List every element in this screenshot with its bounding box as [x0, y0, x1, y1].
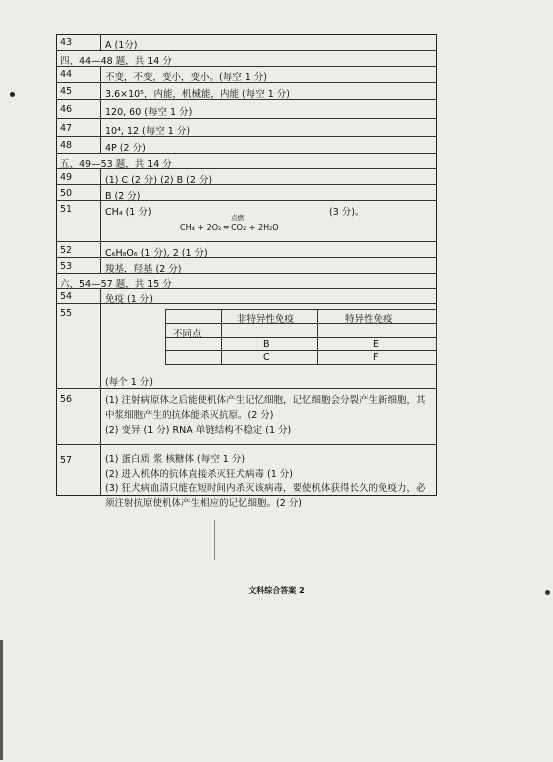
section-header-6 — [57, 274, 436, 289]
answer-row-56 — [57, 389, 436, 445]
answer-f: F — [373, 352, 379, 363]
answer-text: 120, 60 (每空 1 分) — [105, 107, 193, 118]
chemical-equation: CH₄ + 2O₂ ═ CO₂ + 2H₂O — [180, 223, 279, 232]
answer-text: 3.6×10⁵，内能，机械能，内能 (每空 1 分) — [105, 89, 290, 100]
answer-row-51 — [57, 201, 436, 242]
page-footer: 文科综合答案 2 — [248, 586, 305, 595]
answer-text: 4P (2 分) — [105, 143, 146, 154]
answer-c: C — [263, 352, 270, 363]
section-title: 五、49—53 题，共 14 分 — [60, 159, 172, 170]
answer-row-45 — [57, 83, 436, 100]
answer-text: A (1分) — [105, 40, 138, 51]
answer-row-47 — [57, 119, 436, 137]
question-number: 55 — [60, 308, 73, 319]
answer-row-46 — [57, 100, 436, 119]
question-number: 54 — [60, 291, 73, 302]
answer-row-49 — [57, 169, 436, 185]
answer-text: CH₄ (1 分) — [105, 207, 152, 218]
answer-text: 羧基，羟基 (2 分) — [105, 264, 182, 275]
answer-line: (2) 变异 (1 分) RNA 单链结构不稳定 (1 分) — [105, 425, 292, 436]
question-number: 48 — [60, 140, 73, 151]
scan-speck — [10, 92, 15, 97]
answer-text: B (2 分) — [105, 191, 141, 202]
answer-row-43 — [57, 35, 436, 51]
question-number: 49 — [60, 172, 73, 183]
score-text: (3 分)。 — [329, 207, 365, 218]
answer-row-53 — [57, 258, 436, 274]
section-header-4 — [57, 51, 436, 67]
answer-row-50 — [57, 185, 436, 201]
answer-row-57 — [57, 445, 436, 509]
answer-e: E — [373, 339, 380, 350]
question-number: 44 — [60, 69, 73, 80]
column-header-specific: 特异性免疫 — [345, 314, 393, 325]
answer-text: 不变，不变，变小，变小。(每空 1 分) — [105, 72, 267, 83]
section-title: 六、54—57 题，共 15 分 — [60, 279, 172, 290]
answer-line: (1) 蛋白质 浆 核糖体 (每空 1 分) — [105, 454, 246, 465]
answer-row-48 — [57, 137, 436, 154]
section-title: 四、44—48 题，共 14 分 — [60, 56, 172, 67]
answer-row-44 — [57, 67, 436, 83]
question-number: 51 — [60, 204, 73, 215]
reaction-condition: 点燃 — [231, 214, 244, 222]
answer-text: (1) C (2 分) (2) B (2 分) — [105, 175, 213, 186]
question-number: 45 — [60, 86, 73, 97]
question-number: 43 — [60, 37, 73, 48]
answer-text: C₆H₈O₆ (1 分), 2 (1 分) — [105, 248, 208, 259]
answer-table — [56, 34, 437, 509]
answer-line: (1) 注射病原体之后能使机体产生记忆细胞，记忆细胞会分裂产生新细胞，其 — [105, 395, 426, 406]
immunity-table — [165, 309, 437, 364]
question-number: 52 — [60, 245, 73, 256]
answer-line: (3) 狂犬病血清只能在短时间内杀灭该病毒，要使机体获得长久的免疫力，必 — [105, 483, 426, 494]
column-header-nonspecific: 非特异性免疫 — [237, 314, 295, 325]
answer-row-54 — [57, 289, 436, 304]
answer-text: 免疫 (1 分) — [105, 294, 153, 305]
scan-line — [214, 520, 215, 560]
question-number: 57 — [60, 455, 73, 466]
row-label: 不同点 — [173, 329, 202, 340]
question-number: 50 — [60, 188, 73, 199]
answer-line: 中浆细胞产生的抗体能杀灭抗原。(2 分) — [105, 410, 274, 421]
question-number: 56 — [60, 394, 73, 405]
answer-line: (2) 进入机体的抗体直接杀灭狂犬病毒 (1 分) — [105, 469, 293, 480]
answer-b: B — [263, 339, 270, 350]
answer-row-55 — [57, 304, 436, 389]
score-note: (每个 1 分) — [105, 377, 153, 388]
answer-line: 须注射抗原使机体产生相应的记忆细胞。(2 分) — [105, 498, 302, 509]
answer-row-52 — [57, 242, 436, 258]
question-number: 53 — [60, 261, 73, 272]
question-number: 46 — [60, 104, 73, 115]
scan-edge — [0, 640, 3, 760]
question-number: 47 — [60, 123, 73, 134]
scan-speck — [545, 590, 550, 595]
section-header-5 — [57, 154, 436, 169]
answer-text: 10⁴, 12 (每空 1 分) — [105, 126, 191, 137]
